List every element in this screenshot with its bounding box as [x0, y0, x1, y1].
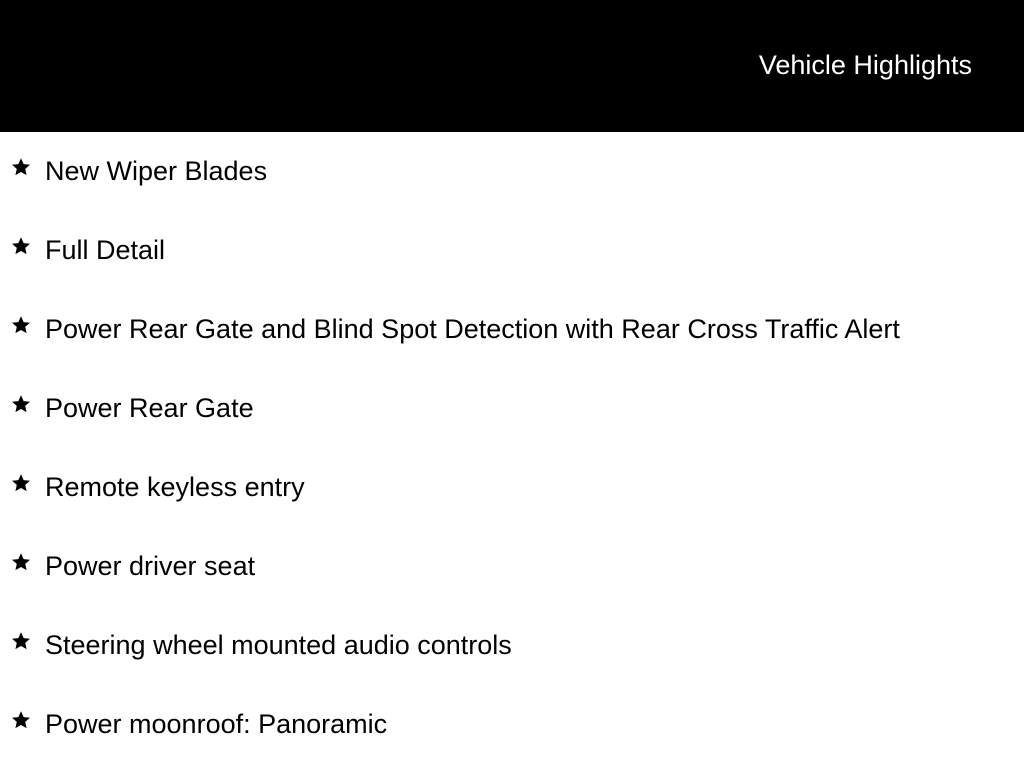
highlights-list — [0, 132, 1024, 764]
star-icon — [10, 314, 32, 336]
star-icon — [10, 235, 32, 257]
list-item — [0, 290, 1024, 369]
list-item — [0, 606, 1024, 685]
header-bar — [0, 0, 1024, 132]
page-title: Vehicle Highlights — [758, 50, 972, 80]
list-item-label: Power Rear Gate and Blind Spot Detection with Rear Cross Traffic Alert — [45, 314, 900, 344]
list-item — [0, 448, 1024, 527]
list-item-label: Steering wheel mounted audio controls — [45, 630, 512, 660]
list-item — [0, 527, 1024, 606]
list-item-label: Remote keyless entry — [45, 472, 305, 502]
star-icon — [10, 393, 32, 415]
list-item-label: Power Rear Gate — [45, 393, 254, 423]
star-icon — [10, 709, 32, 731]
list-item-label: Full Detail — [45, 235, 166, 265]
list-item-label: New Wiper Blades — [45, 156, 268, 186]
list-item-label: Power moonroof: Panoramic — [45, 709, 388, 739]
list-item — [0, 211, 1024, 290]
list-item — [0, 132, 1024, 211]
star-icon — [10, 551, 32, 573]
list-item-label: Power driver seat — [45, 551, 256, 581]
list-item — [0, 685, 1024, 764]
star-icon — [10, 156, 32, 178]
star-icon — [10, 472, 32, 494]
list-item — [0, 369, 1024, 448]
star-icon — [10, 630, 32, 652]
